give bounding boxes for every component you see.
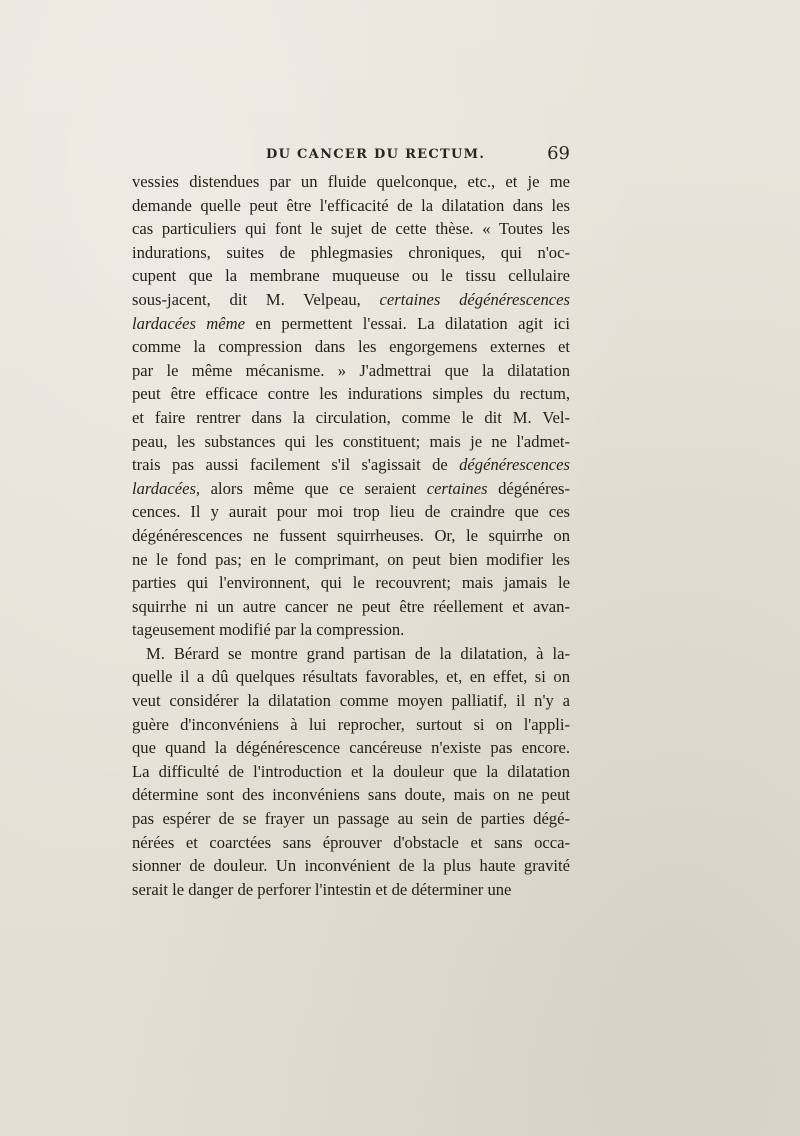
italic-segment: certaines — [426, 478, 488, 498]
italic-segment: dégénérescences — [459, 455, 570, 475]
text-segment: sous-jacent, dit M. Velpeau, — [132, 289, 380, 309]
text-segment: et faire rentrer dans la circulation, comme le dit M. Vel- — [132, 407, 570, 427]
text-line — [132, 264, 570, 288]
text-segment: M. Bérard se montre grand partisan de la dilatation, à la- — [146, 643, 570, 663]
text-segment: ne le fond pas; en le comprimant, on peut bien modifier les — [132, 549, 570, 569]
text-line — [132, 194, 570, 218]
text-line — [132, 359, 570, 383]
text-segment: alors même que ce seraient — [200, 478, 427, 498]
text-line — [132, 288, 570, 312]
text-segment: peau, les substances qui les constituent; mais je ne l'admet- — [132, 431, 570, 451]
text-segment: par le même mécanisme. » J'admettrai que la dilatation — [132, 360, 570, 380]
text-segment: La difficulté de l'introduction et la douleur que la dilatation — [132, 761, 570, 781]
text-segment: quelle il a dû quelques résultats favorables, et, en effet, si on — [132, 667, 570, 687]
text-segment: que quand la dégénérescence cancéreuse n'existe pas encore. — [132, 738, 570, 758]
text-line — [132, 548, 570, 572]
text-segment: vessies distendues par un fluide quelconque, etc., et je me — [132, 172, 570, 191]
text-line — [132, 477, 570, 501]
text-line — [132, 430, 570, 454]
page-number: 69 — [547, 143, 570, 164]
text-segment: cupent que la membrane muqueuse ou le tissu cellulaire — [132, 266, 570, 286]
text-line — [132, 713, 570, 737]
text-segment: demande quelle peut être l'efficacité de la dilatation dans les — [132, 195, 570, 215]
running-title: DU CANCER DU RECTUM. — [266, 147, 486, 162]
text-line — [132, 665, 570, 689]
text-line — [132, 382, 570, 406]
text-segment: trais pas aussi facilement s'il s'agissait de — [132, 455, 460, 475]
text-line — [132, 406, 570, 430]
text-line — [132, 335, 570, 359]
text-line — [132, 760, 570, 784]
text-line — [132, 807, 570, 831]
text-segment: comme la compression dans les engorgemens externes et — [132, 337, 570, 357]
text-segment: peut être efficace contre les indurations simples du rectum, — [132, 384, 570, 404]
text-line — [132, 831, 570, 855]
paragraph — [132, 170, 570, 642]
text-line — [132, 854, 570, 878]
italic-segment: lardacées, — [132, 478, 201, 498]
text-line — [132, 170, 570, 194]
text-segment: sionner de douleur. Un inconvénient de la plus haute gravité — [132, 856, 570, 876]
text-segment: serait le danger de perforer l'intestin et de déterminer une — [132, 879, 512, 899]
italic-segment: certaines dégénérescences — [379, 289, 570, 309]
text-line — [132, 618, 570, 642]
text-line — [132, 524, 570, 548]
text-line — [132, 736, 570, 760]
text-line — [132, 689, 570, 713]
text-line — [132, 783, 570, 807]
text-segment: en permettent l'essai. La dilatation agit ici — [244, 313, 570, 333]
running-head — [132, 143, 570, 169]
text-line — [132, 878, 570, 902]
text-line — [132, 217, 570, 241]
text-line — [132, 642, 570, 666]
text-segment: détermine sont des inconvéniens sans doute, mais on ne peut — [132, 785, 570, 805]
text-segment: squirrhe ni un autre cancer ne peut être réellement et avan- — [132, 596, 570, 616]
text-segment: cences. Il y aurait pour moi trop lieu de craindre que ces — [132, 502, 570, 522]
paragraph — [132, 642, 570, 902]
text-segment: parties qui l'environnent, qui le recouvrent; mais jamais le — [132, 573, 570, 593]
text-segment: tageusement modifié par la compression. — [132, 620, 405, 640]
text-segment: veut considérer la dilatation comme moyen palliatif, il n'y a — [132, 691, 570, 711]
text-segment: dégénéres- — [487, 478, 570, 498]
text-segment: dégénérescences ne fussent squirrheuses. Or, le squirrhe on — [132, 525, 570, 545]
text-segment: nérées et coarctées sans éprouver d'obstacle et sans occa- — [132, 832, 570, 852]
text-line — [132, 500, 570, 524]
text-segment: indurations, suites de phlegmasies chroniques, qui n'oc- — [132, 242, 570, 262]
text-line — [132, 241, 570, 265]
text-segment: guère d'inconvéniens à lui reprocher, surtout si on l'appli- — [132, 714, 570, 734]
body-text — [132, 170, 570, 901]
text-segment: cas particuliers qui font le sujet de cette thèse. « Toutes les — [132, 219, 570, 239]
text-segment: pas espérer de se frayer un passage au sein de parties dégé- — [132, 809, 570, 829]
text-line — [132, 595, 570, 619]
text-line — [132, 312, 570, 336]
italic-segment: lardacées même — [132, 313, 245, 333]
text-line — [132, 453, 570, 477]
text-line — [132, 571, 570, 595]
